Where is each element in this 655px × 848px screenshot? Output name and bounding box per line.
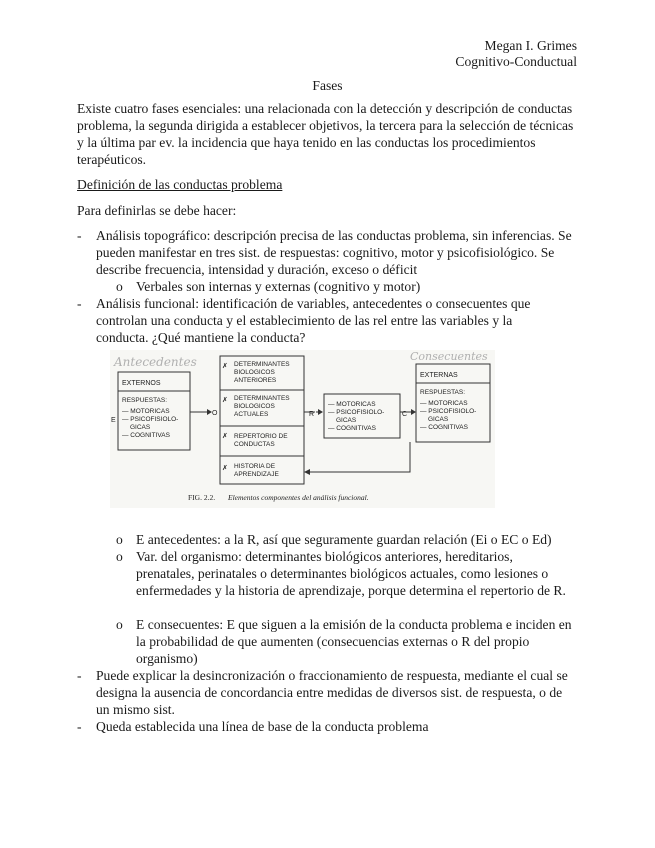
middle-b4: HISTORIA DE (234, 463, 276, 470)
left-box-item: GICAS (130, 424, 151, 431)
r-box-item: — COGNITIVAS (328, 425, 376, 432)
author-name: Megan I. Grimes (484, 38, 577, 53)
topographic-analysis-text: Análisis topográfico: descripción precisa de las conductas problema, sin inferencias. Se pueden manifestar en tres sist. de respuestas: cognitivo, motor y psicofisiológico. Se describe frecuencia, intensidad y duración, exceso o déficit (96, 228, 572, 277)
dash-bullet: - (77, 228, 82, 243)
dash-bullet: - (77, 719, 82, 734)
antecedentes-text: E antecedentes: a la R, así que seguramente guardan relación (Ei o EC o Ed) (136, 532, 552, 547)
lead-text: Para definirlas se debe hacer: (77, 203, 237, 218)
middle-b3: CONDUCTAS (234, 441, 275, 448)
dash-bullet: - (77, 296, 82, 311)
r-box-item: — PSICOFISIOLO- (328, 409, 385, 416)
verbales-text: Verbales son internas y externas (cognitivo y motor) (136, 279, 421, 294)
left-box-top: EXTERNOS (122, 380, 161, 387)
intro-paragraph: Existe cuatro fases esenciales: una relacionada con la detección y descripción de conductas problema, la segunda dirigida a establecer objetivos, la tercera para la selección de técnicas y la última par ev. la incidencia que haya tenido en las conductas los procedimientos terapéuticos. (77, 101, 574, 167)
middle-b4: APRENDIZAJE (234, 471, 279, 478)
figure-caption: Elementos componentes del análisis funcional. (228, 493, 369, 502)
circle-bullet: o (116, 279, 123, 294)
middle-b1: DETERMINANTES (234, 361, 290, 368)
circle-bullet: o (116, 532, 123, 547)
x-mark: ✗ (222, 433, 228, 440)
right-box-item: GICAS (428, 416, 449, 423)
right-box-item: — PSICOFISIOLO- (420, 408, 477, 415)
right-box-top: EXTERNAS (420, 372, 458, 379)
middle-b1: ANTERIORES (234, 377, 277, 384)
handwritten-consecuentes: Consecuentes (410, 350, 488, 363)
middle-b1: BIOLOGICOS (234, 369, 275, 376)
right-box-item: — COGNITIVAS (420, 424, 468, 431)
r-box-item: GICAS (336, 417, 357, 424)
organismo-text: Var. del organismo: determinantes biológicos anteriores, hereditarios, prenatales, perinatales o determinantes biológicos actuales, como lesiones o enfermedades y la historia de aprendizaje, porque determina el repertorio de R. (136, 549, 566, 598)
figure-caption-number: FIG. 2.2. (188, 493, 216, 502)
section-heading: Definición de las conductas problema (77, 177, 283, 192)
consecuentes-text: E consecuentes: E que siguen a la emisión de la conducta problema e inciden en la probabilidad de que aumenten (consecuencias externas o R del propio organismo) (136, 617, 572, 666)
linea-base-text: Queda establecida una línea de base de la conducta problema (96, 719, 429, 734)
functional-analysis-text: Análisis funcional: identificación de variables, antecedentes o consecuentes que controlan una conducta y el establecimiento de las rel entre las variables y la conducta. ¿Qué mantiene la conducta? (96, 296, 531, 345)
left-box-resp-label: RESPUESTAS: (122, 397, 168, 404)
circle-bullet: o (116, 549, 123, 564)
handwritten-antecedentes: Antecedentes (114, 355, 197, 369)
middle-b2: DETERMINANTES (234, 395, 290, 402)
c-label: C (402, 411, 408, 418)
page-title: Fases (312, 78, 343, 93)
x-mark: ✗ (222, 465, 228, 472)
o-label: O (212, 410, 218, 417)
middle-b2: ACTUALES (234, 411, 269, 418)
circle-bullet: o (116, 617, 123, 632)
r-label: R (309, 411, 315, 418)
desincronizacion-text: Puede explicar la desincronización o fraccionamiento de respuesta, mediante el cual se designa la ausencia de concordancia entre medidas de diversos sist. de respuesta, o de un mismo sist. (96, 668, 568, 717)
dash-bullet: - (77, 668, 82, 683)
left-box-item: — COGNITIVAS (122, 432, 170, 439)
left-box-item: — PSICOFISIOLO- (122, 416, 179, 423)
left-box-item: — MOTORICAS (122, 408, 170, 415)
x-mark: ✗ (222, 363, 228, 370)
course-name: Cognitivo-Conductual (455, 54, 577, 69)
r-box-item: — MOTORICAS (328, 401, 376, 408)
functional-analysis-figure (110, 350, 495, 508)
x-mark: ✗ (222, 397, 228, 404)
middle-b3: REPERTORIO DE (234, 433, 288, 440)
e-label: E (111, 417, 116, 424)
middle-b2: BIOLOGICOS (234, 403, 275, 410)
right-box-resp-label: RESPUESTAS: (420, 389, 466, 396)
right-box-item: — MOTORICAS (420, 400, 468, 407)
